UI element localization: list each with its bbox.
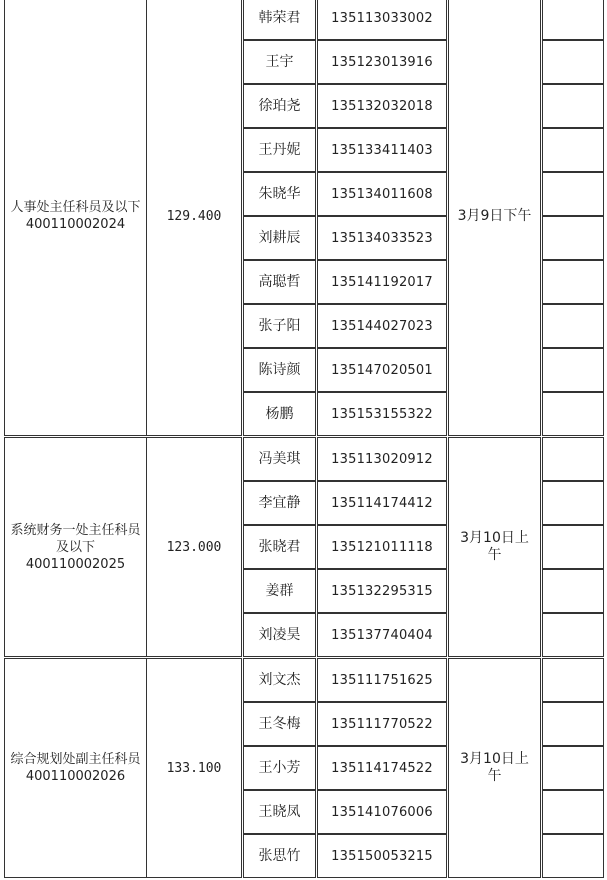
candidate-name-cell: 王宇 bbox=[243, 40, 316, 84]
interview-time-cell: 3月10日上午 bbox=[448, 658, 541, 878]
blank-remarks-cell bbox=[542, 40, 604, 84]
candidate-id-cell: 135133411403 bbox=[317, 128, 447, 172]
candidate-id-cell: 135111770522 bbox=[317, 702, 447, 746]
candidate-name-cell: 王小芳 bbox=[243, 746, 316, 790]
candidate-name-cell: 陈诗颜 bbox=[243, 348, 316, 392]
blank-remarks-cell bbox=[542, 834, 604, 878]
candidate-id-cell: 135121011118 bbox=[317, 525, 447, 569]
candidate-name-cell: 张思竹 bbox=[243, 834, 316, 878]
blank-remarks-cell bbox=[542, 348, 604, 392]
blank-remarks-cell bbox=[542, 392, 604, 436]
position-cell: 综合规划处副主任科员400110002026 bbox=[4, 658, 147, 878]
blank-remarks-cell bbox=[542, 304, 604, 348]
blank-remarks-cell bbox=[542, 216, 604, 260]
score-cell: 133.100 bbox=[146, 658, 242, 878]
score-cell: 123.000 bbox=[146, 437, 242, 657]
blank-remarks-cell bbox=[542, 128, 604, 172]
candidate-id-cell: 135153155322 bbox=[317, 392, 447, 436]
candidate-name-cell: 冯美琪 bbox=[243, 437, 316, 481]
blank-remarks-cell bbox=[542, 260, 604, 304]
blank-remarks-cell bbox=[542, 569, 604, 613]
candidate-name-cell: 刘耕辰 bbox=[243, 216, 316, 260]
candidate-id-cell: 135150053215 bbox=[317, 834, 447, 878]
candidate-id-cell: 135113033002 bbox=[317, 0, 447, 40]
candidate-name-cell: 刘文杰 bbox=[243, 658, 316, 702]
blank-remarks-cell bbox=[542, 437, 604, 481]
candidate-id-cell: 135144027023 bbox=[317, 304, 447, 348]
candidate-name-cell: 张晓君 bbox=[243, 525, 316, 569]
score-cell: 129.400 bbox=[146, 0, 242, 436]
candidate-name-cell: 王晓凤 bbox=[243, 790, 316, 834]
blank-remarks-cell bbox=[542, 658, 604, 702]
candidate-name-cell: 韩荣君 bbox=[243, 0, 316, 40]
candidate-id-cell: 135141076006 bbox=[317, 790, 447, 834]
candidate-id-cell: 135134011608 bbox=[317, 172, 447, 216]
candidate-name-cell: 高聪哲 bbox=[243, 260, 316, 304]
candidate-name-cell: 李宜静 bbox=[243, 481, 316, 525]
candidate-name-cell: 杨鹏 bbox=[243, 392, 316, 436]
blank-remarks-cell bbox=[542, 0, 604, 40]
candidate-name-cell: 徐珀尧 bbox=[243, 84, 316, 128]
interview-time-cell: 3月9日下午 bbox=[448, 0, 541, 436]
position-cell: 系统财务一处主任科员及以下400110002025 bbox=[4, 437, 147, 657]
candidate-id-cell: 135114174522 bbox=[317, 746, 447, 790]
candidate-name-cell: 刘凌昊 bbox=[243, 613, 316, 657]
candidate-id-cell: 135123013916 bbox=[317, 40, 447, 84]
blank-remarks-cell bbox=[542, 84, 604, 128]
candidate-id-cell: 135137740404 bbox=[317, 613, 447, 657]
candidate-id-cell: 135132032018 bbox=[317, 84, 447, 128]
blank-remarks-cell bbox=[542, 702, 604, 746]
candidate-name-cell: 姜群 bbox=[243, 569, 316, 613]
blank-remarks-cell bbox=[542, 790, 604, 834]
blank-remarks-cell bbox=[542, 481, 604, 525]
candidate-id-cell: 135147020501 bbox=[317, 348, 447, 392]
candidate-name-cell: 张子阳 bbox=[243, 304, 316, 348]
candidate-id-cell: 135141192017 bbox=[317, 260, 447, 304]
blank-remarks-cell bbox=[542, 172, 604, 216]
candidate-id-cell: 135111751625 bbox=[317, 658, 447, 702]
blank-remarks-cell bbox=[542, 746, 604, 790]
candidate-id-cell: 135134033523 bbox=[317, 216, 447, 260]
candidate-id-cell: 135114174412 bbox=[317, 481, 447, 525]
candidate-id-cell: 135132295315 bbox=[317, 569, 447, 613]
blank-remarks-cell bbox=[542, 525, 604, 569]
candidate-name-cell: 朱晓华 bbox=[243, 172, 316, 216]
candidate-name-cell: 王丹妮 bbox=[243, 128, 316, 172]
blank-remarks-cell bbox=[542, 613, 604, 657]
candidate-id-cell: 135113020912 bbox=[317, 437, 447, 481]
interview-time-cell: 3月10日上午 bbox=[448, 437, 541, 657]
candidate-name-cell: 王冬梅 bbox=[243, 702, 316, 746]
position-cell: 人事处主任科员及以下400110002024 bbox=[4, 0, 147, 436]
